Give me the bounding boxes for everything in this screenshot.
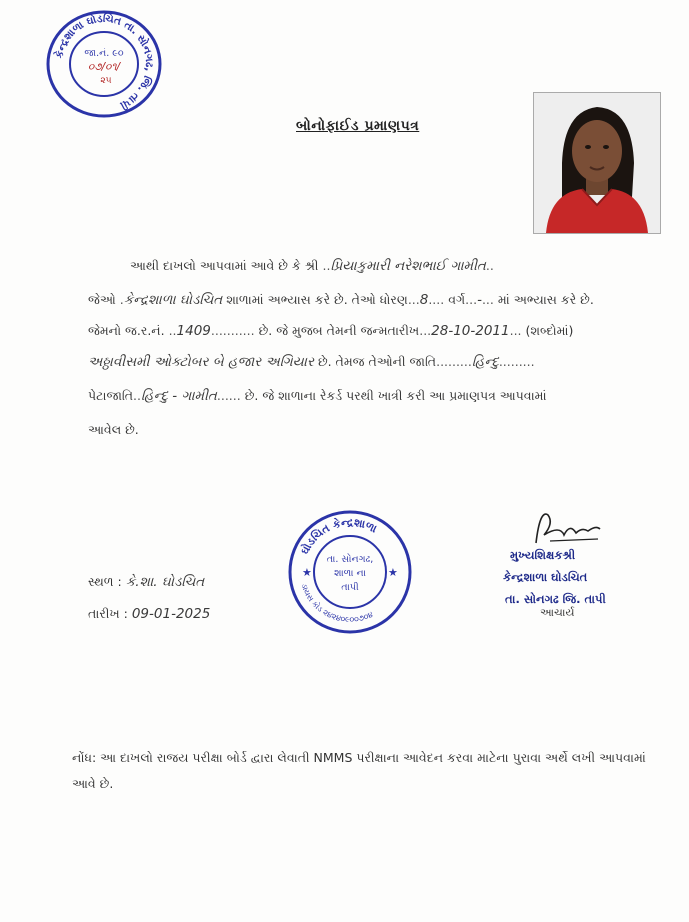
birth-date: 28-10-2011 [431, 323, 510, 339]
school-stamp-round [286, 508, 414, 636]
body-line-3: જેમનો જ.ર.નં. ..1409........... છે. જે મુજબ તેમની જન્મતારીખ...28-10-2011... (શબ્દોમાં) [88, 323, 574, 339]
body-line-2: જેઓ .કેન્દ્રશાળા ઘોડચિત શાળામાં અભ્યાસ કરે છે. તેઓ ધોરણ...8.... વર્ગ...-... માં અભ્યાસ કરે છે. [88, 292, 594, 308]
date-row [88, 606, 210, 622]
signature-line-4: આચાર્ય [540, 606, 575, 619]
stamp-inner-2: શાળા ના [334, 568, 366, 579]
seal-ring-text: કેન્દ્રશાળા ઘોડચિત તા. સોનગઢ, જિ. તાપી [53, 12, 156, 112]
signature-line-2: કેન્દ્રશાળા ઘોડચિત [503, 570, 588, 584]
signature-line-1: મુખ્યશિક્ષકશ્રી [510, 548, 576, 562]
stamp-bottom-text: ડાયસ કોડ ૨૪૨૪૦૯૦૦૭૦૪ [299, 582, 375, 625]
school-seal-top [44, 8, 164, 118]
footer-note: નોંધ: આ દાખલો રાજય પરીક્ષા બોર્ડ દ્વારા લેવાતી NMMS પરીક્ષાના આવેદન કરવા માટેના પુરાવા અર્થે લખી આપવામાં આવે છે. [72, 750, 646, 791]
line3-c: (શબ્દોમાં) [525, 323, 574, 338]
standard-value: 8 [419, 292, 429, 308]
student-photo [533, 92, 661, 234]
birth-date-words: અઠ્ઠાવીસમી ઓક્ટોબર બે હજાર અગિયાર [88, 354, 314, 370]
subcaste-value: હિન્દુ - ગામીત [140, 388, 217, 404]
caste-value: હિન્દુ [471, 354, 499, 370]
body-line-4: અઠ્ઠાવીસમી ઓક્ટોબર બે હજાર અગિયાર છે. તેમજ તેઓની જાતિ.........હિન્દુ......... [88, 354, 535, 370]
line6: આવેલ છે. [88, 422, 139, 437]
seal-inner-line-3: ૨૫ [100, 76, 112, 86]
line3-a: જેમનો જ.ર.નં. [88, 323, 165, 338]
signature-line-3: તા. સોનગઢ જિ. તાપી [505, 592, 606, 606]
line5-b: છે. જે શાળાના રેકર્ડ પરથી ખાત્રી કરી આ પ્રમાણપત્ર આપવામાં [244, 388, 547, 403]
school-name: કેન્દ્રશાળા ઘોડચિત [123, 292, 223, 308]
line4-a: છે. તેમજ તેઓની જાતિ [317, 354, 437, 369]
line3-b: છે. જે મુજબ તેમની જન્મતારીખ [258, 323, 420, 338]
stamp-inner-3: તાપી [341, 582, 359, 593]
stamp-inner-1: તા. સોનગઢ, [326, 554, 374, 565]
date-value: 09-01-2025 [131, 606, 211, 622]
date-label: તારીખ : [88, 606, 128, 621]
page-title: બોનોફાઈડ પ્રમાણપત્ર [296, 118, 420, 134]
svg-text:★: ★ [388, 566, 398, 579]
principal-signature [530, 505, 610, 550]
body-line-6 [88, 422, 139, 438]
body-line-1: આથી દાખલો આપવામાં આવે છે કે શ્રી ..પ્રિયાકુમારી નરેશભાઈ ગામીત.. [130, 258, 494, 274]
line2-b: શાળામાં અભ્યાસ કરે છે. તેઓ ધોરણ [226, 292, 408, 307]
place-value: કે.શા. ઘોડચિત [125, 574, 205, 590]
place-label: સ્થળ : [88, 574, 122, 589]
seal-inner-line-2: ૦૭/૦૧/ [87, 61, 121, 73]
line2-c: વર્ગ [448, 292, 466, 307]
seal-inner-line-1: જા.નં. ૯૦ [84, 48, 124, 59]
student-name: પ્રિયાકુમારી નરેશભાઈ ગામીત [330, 258, 486, 274]
body-line-5: પેટાજાતિ..હિન્દુ - ગામીત...... છે. જે શાળાના રેકર્ડ પરથી ખાત્રી કરી આ પ્રમાણપત્ર આપવામાં [88, 388, 547, 404]
stamp-ring-text: ઘોડચિત કેન્દ્રશાળા [298, 515, 379, 557]
line2-a: જેઓ [88, 292, 116, 307]
line5-a: પેટાજાતિ [88, 388, 134, 403]
gr-number: 1409 [176, 323, 211, 339]
place-row [88, 574, 204, 590]
line2-d: માં અભ્યાસ કરે છે. [497, 292, 594, 307]
svg-text:ઘોડચિત કેન્દ્રશાળા [297, 516, 379, 557]
svg-text:★: ★ [302, 566, 312, 579]
line1-prefix: આથી દાખલો આપવામાં આવે છે કે શ્રી [130, 258, 319, 273]
class-value: - [477, 292, 482, 308]
